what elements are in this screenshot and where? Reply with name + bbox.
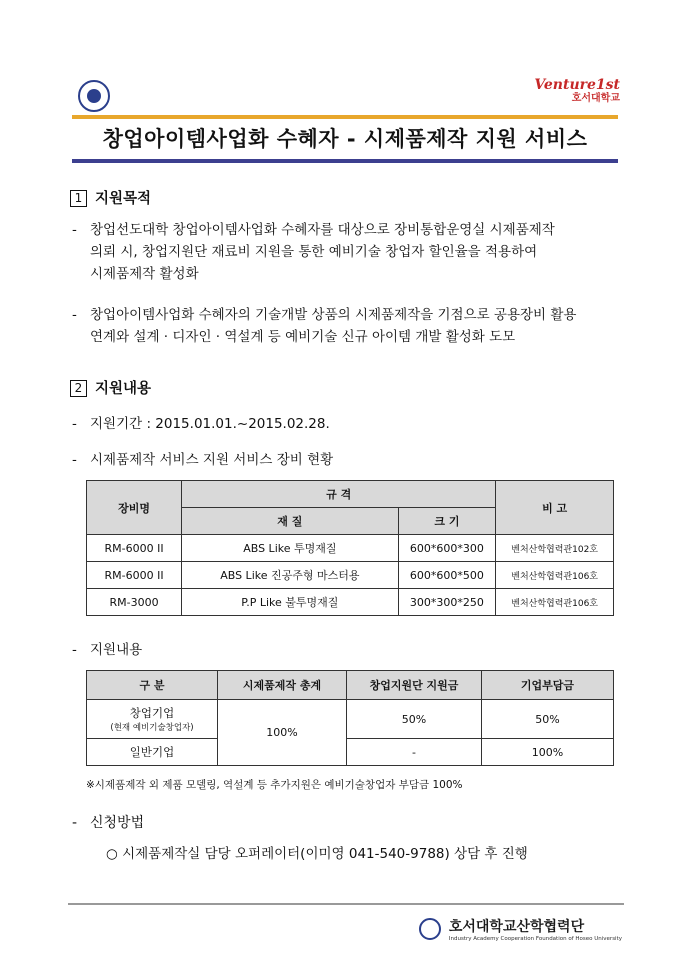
venture-first-logo <box>534 78 620 104</box>
table-row <box>87 589 614 616</box>
period-text: 지원기간 : 2015.01.01.~2015.02.28. <box>90 416 330 432</box>
cell-note: 벤처산학협력관106호 <box>496 589 614 616</box>
cell-center-support: - <box>347 739 482 766</box>
th-note: 비 고 <box>496 481 614 535</box>
cell-note: 벤처산학협력관106호 <box>496 562 614 589</box>
cell-size: 600*600*300 <box>398 535 496 562</box>
bullet-line: 연계와 설계 · 디자인 · 역설계 등 예비기술 신규 아이템 개발 활성화 도모 <box>90 329 516 345</box>
bullet-line: 시제품제작 활성화 <box>90 266 199 282</box>
cell-size: 300*300*250 <box>398 589 496 616</box>
footer-logo <box>449 916 622 942</box>
cell-size: 600*600*500 <box>398 562 496 589</box>
apply-method-text: ○ 시제품제작실 담당 오퍼레이터(이미영 041-540-9788) 상담 후 진행 <box>106 846 528 862</box>
th-company-share: 기업부담금 <box>482 671 614 700</box>
cell-total: 100% <box>218 700 347 766</box>
title-bar <box>72 115 618 163</box>
footer-org-name: 호서대학교산학협력단 <box>448 919 585 935</box>
logo-line1: Venture1st <box>534 77 620 93</box>
section2-title: 지원내용 <box>95 381 152 397</box>
support-table <box>86 670 614 766</box>
th-size: 크 기 <box>398 508 496 535</box>
section1-title: 지원목적 <box>95 191 152 207</box>
section1-bullet-2 <box>72 304 632 348</box>
th-center-support: 창업지원단 지원금 <box>347 671 482 700</box>
cell-company-share: 100% <box>482 739 614 766</box>
support-period <box>72 413 632 435</box>
dash-marker: - <box>72 307 77 323</box>
th-category: 구 분 <box>87 671 218 700</box>
cell-category: 일반기업 <box>87 739 218 766</box>
university-seal-logo <box>78 80 110 112</box>
support-caption <box>72 639 632 661</box>
equipment-caption-text: 시제품제작 서비스 지원 서비스 장비 현황 <box>90 452 334 468</box>
section1-number: 1 <box>70 190 87 207</box>
support-caption-text: 지원내용 <box>90 642 143 658</box>
category-startup: 창업기업 <box>129 706 175 720</box>
page-title: 창업아이템사업화 수혜자 - 시제품제작 지원 서비스 <box>102 127 588 151</box>
section2-number: 2 <box>70 380 87 397</box>
cell-note: 벤처산학협력관102호 <box>496 535 614 562</box>
apply-heading-text: 신청방법 <box>90 815 145 831</box>
table-row <box>87 562 614 589</box>
cell-center-support: 50% <box>347 700 482 739</box>
cell-material: ABS Like 투명재질 <box>182 535 398 562</box>
category-startup-sub: (현재 예비기술창업자) <box>110 723 194 733</box>
cell-name: RM-6000 II <box>87 535 182 562</box>
logo-line2: 호서대학교 <box>571 93 620 104</box>
bullet-line: 창업선도대학 창업아이템사업화 수혜자를 대상으로 장비통합운영실 시제품제작 <box>90 222 555 238</box>
bullet-line: 창업아이템사업화 수혜자의 기술개발 상품의 시제품제작을 기점으로 공용장비 활용 <box>90 307 577 323</box>
footnote: ※시제품제작 외 제품 모델링, 역설계 등 추가지원은 예비기술창업자 부담금 100% <box>86 779 463 791</box>
cell-material: P.P Like 불투명재질 <box>182 589 398 616</box>
cell-material: ABS Like 진공주형 마스터용 <box>182 562 398 589</box>
cell-name: RM-3000 <box>87 589 182 616</box>
dash-marker: - <box>72 815 78 831</box>
th-total: 시제품제작 총계 <box>218 671 347 700</box>
equipment-table <box>86 480 614 616</box>
cell-company-share: 50% <box>482 700 614 739</box>
table-row <box>87 739 614 766</box>
dash-marker: - <box>72 222 77 238</box>
table-row <box>87 700 614 739</box>
footer-divider <box>68 903 624 905</box>
th-equipment-name: 장비명 <box>87 481 182 535</box>
dash-marker: - <box>72 642 77 658</box>
cell-category <box>87 700 218 739</box>
footer-seal-icon <box>419 918 441 940</box>
bullet-line: 의뢰 시, 창업지원단 재료비 지원을 통한 예비기술 창업자 할인율을 적용하여 <box>90 244 538 260</box>
th-spec: 규 격 <box>182 481 496 508</box>
section2-heading <box>70 377 151 398</box>
th-material: 재 질 <box>182 508 398 535</box>
equipment-caption <box>72 449 632 471</box>
dash-marker: - <box>72 416 77 432</box>
section1-heading <box>70 187 151 208</box>
cell-name: RM-6000 II <box>87 562 182 589</box>
footer-org-english: Industry Academy Cooperation Foundation of Hoseo University <box>448 936 622 942</box>
dash-marker: - <box>72 452 77 468</box>
table-row <box>87 535 614 562</box>
apply-heading <box>72 812 632 834</box>
section1-bullet-1 <box>72 219 632 285</box>
